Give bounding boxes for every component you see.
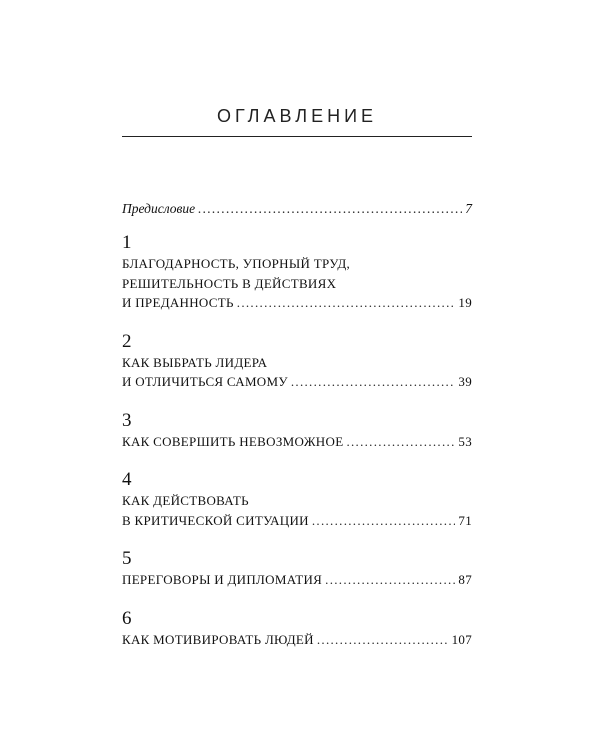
toc-entry-chapter-2[interactable] [122,331,472,392]
chapter-title-last-line [122,511,472,531]
table-of-contents [122,198,472,667]
toc-entry-chapter-3[interactable] [122,410,472,452]
chapter-title-last-line [122,432,472,452]
chapter-title-last-line [122,372,472,392]
chapter-title-text: ПЕРЕГОВОРЫ И ДИПЛОМАТИЯ [122,572,323,587]
chapter-number: 3 [122,409,132,431]
chapter-title-line: КАК ДЕЙСТВОВАТЬ [122,493,249,508]
dot-leader [312,511,456,531]
heading-rule [122,136,472,137]
chapter-number: 4 [122,469,132,490]
chapter-page-number: 87 [458,572,472,587]
chapter-title-line: РЕШИТЕЛЬНОСТЬ В ДЕЙСТВИЯХ [122,275,337,291]
toc-entry-chapter-4[interactable] [122,469,472,530]
dot-leader [346,432,455,452]
chapter-title-last-line [122,570,472,590]
chapter-number: 2 [122,330,132,352]
chapter-number: 5 [122,548,132,569]
chapter-page-number: 39 [458,374,472,389]
toc-entry-preface[interactable] [122,198,472,220]
toc-entry-chapter-6[interactable] [122,608,472,650]
chapter-title-line: КАК ВЫБРАТЬ ЛИДЕРА [122,354,268,370]
chapter-title-line: БЛАГОДАРНОСТЬ, УПОРНЫЙ ТРУД, [122,256,351,271]
preface-page-number: 7 [465,201,472,216]
dot-leader [198,198,462,220]
chapter-title-text: И ПРЕДАННОСТЬ [122,295,234,310]
chapter-page-number: 71 [458,512,472,528]
dot-leader [237,293,456,313]
chapter-title-text: КАК СОВЕРШИТЬ НЕВОЗМОЖНОЕ [122,433,344,449]
dot-leader [325,570,455,590]
chapter-title-text: В КРИТИЧЕСКОЙ СИТУАЦИИ [122,512,309,528]
toc-entry-chapter-5[interactable] [122,548,472,590]
toc-entry-chapter-1[interactable] [122,232,472,313]
chapter-page-number: 53 [458,433,472,449]
chapter-number: 1 [122,232,132,253]
page-heading: ОГЛАВЛЕНИЕ [216,106,378,126]
chapter-page-number: 107 [451,631,472,647]
chapter-number: 6 [122,607,132,629]
dot-leader [317,630,449,650]
preface-title: Предисловие [122,201,196,216]
dot-leader [291,372,456,392]
chapter-title-text: КАК МОТИВИРОВАТЬ ЛЮДЕЙ [122,631,314,647]
chapter-title-last-line [122,630,472,650]
chapter-page-number: 19 [458,295,472,310]
chapter-title-last-line [122,293,472,313]
chapter-title-text: И ОТЛИЧИТЬСЯ САМОМУ [122,374,288,389]
